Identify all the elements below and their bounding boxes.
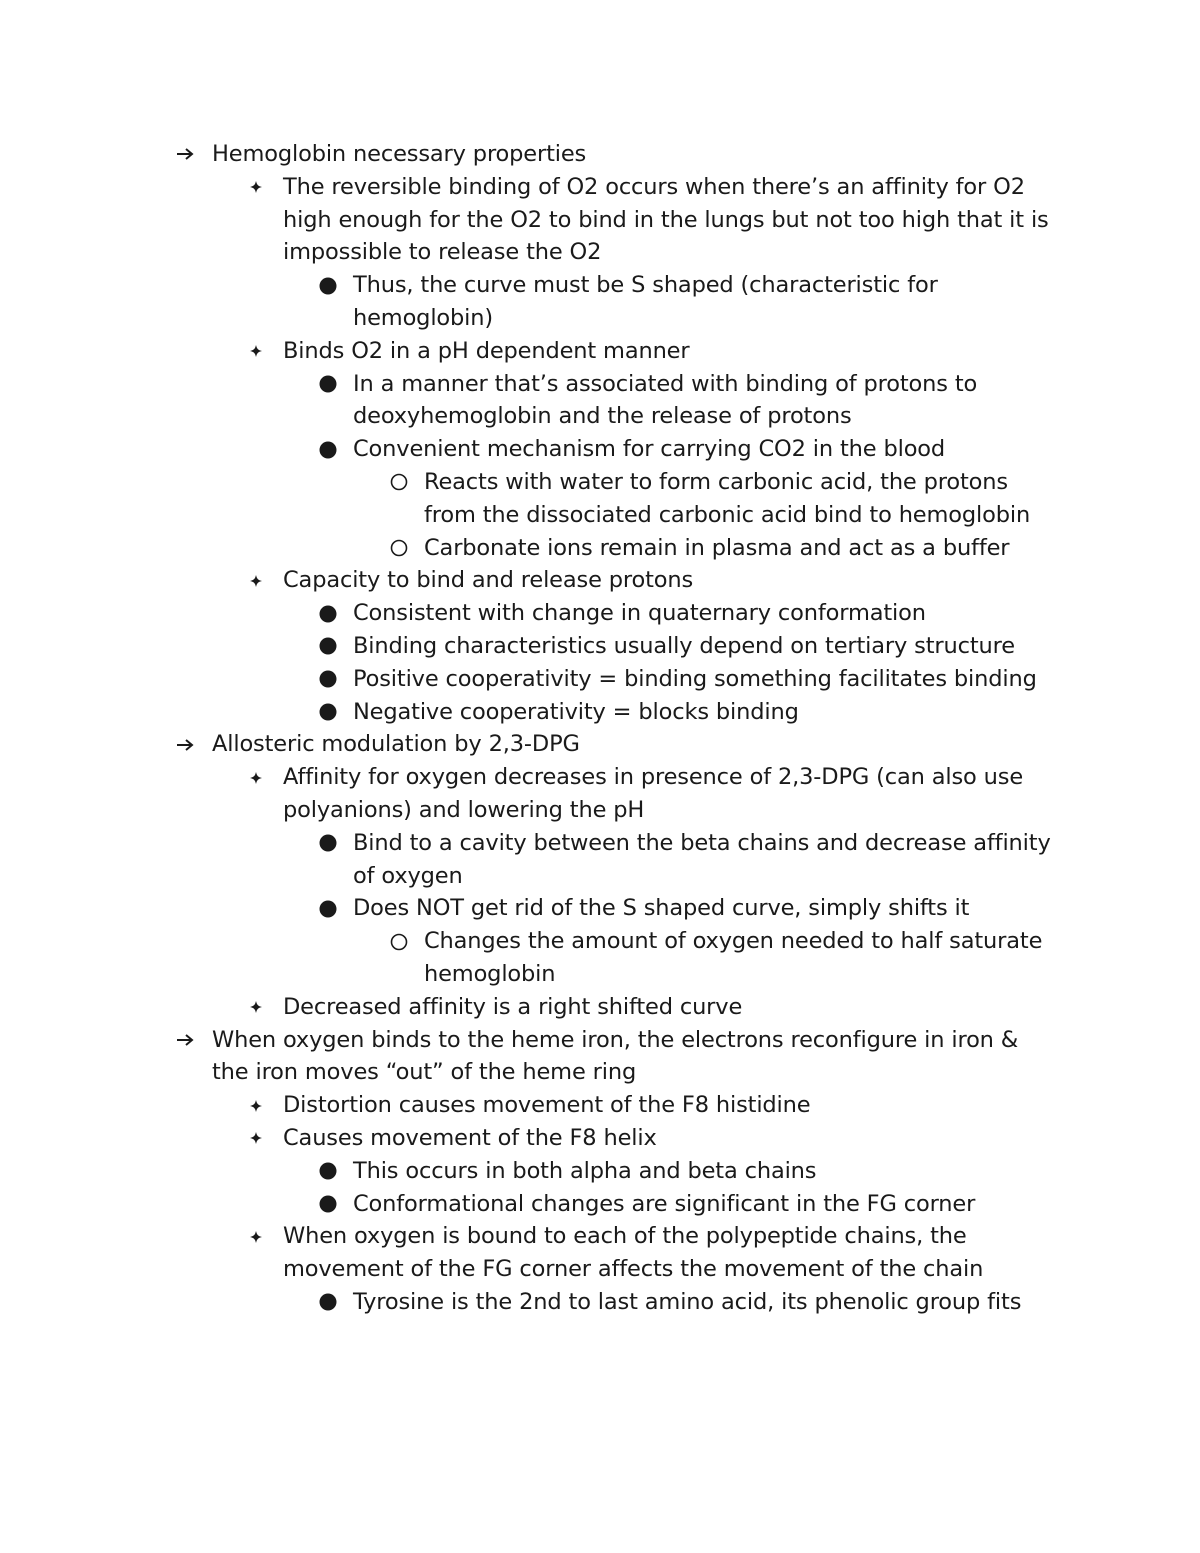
list-item-text: Convenient mechanism for carrying CO2 in the blood bbox=[353, 436, 946, 463]
diamond-icon bbox=[244, 1220, 268, 1253]
bullet-outline bbox=[0, 138, 1200, 1319]
arrow-icon bbox=[174, 1024, 198, 1057]
list-item bbox=[0, 368, 1058, 434]
arrow-icon bbox=[174, 138, 198, 171]
list-item bbox=[0, 532, 1059, 565]
dot-icon bbox=[316, 597, 340, 630]
dot-icon bbox=[316, 663, 340, 696]
list-item-text: Negative cooperativity = blocks binding bbox=[353, 698, 799, 725]
list-item-text: In a manner that’s associated with binding of protons to deoxyhemoglobin and the release of protons bbox=[353, 370, 978, 430]
list-item-text: Does NOT get rid of the S shaped curve, simply shifts it bbox=[353, 895, 970, 922]
diamond-icon bbox=[244, 564, 268, 597]
list-item bbox=[0, 663, 1058, 696]
dot-icon bbox=[316, 1286, 340, 1319]
list-item-text: Carbonate ions remain in plasma and act as a buffer bbox=[424, 534, 1010, 561]
list-item-text: Affinity for oxygen decreases in presence of 2,3-DPG (can also use polyanions) and lowering the pH bbox=[283, 764, 1024, 823]
list-item bbox=[0, 171, 1058, 269]
list-item-text: The reversible binding of O2 occurs when there’s an affinity for O2 high enough for the O2 to bind in the lungs but not too high that it is impossible to release the O2 bbox=[283, 173, 1049, 266]
list-item bbox=[0, 138, 1052, 171]
diamond-icon bbox=[244, 171, 268, 204]
list-item-text: Conformational changes are significant in the FG corner bbox=[353, 1190, 976, 1217]
list-item bbox=[0, 991, 1058, 1024]
list-item-text: Causes movement of the F8 helix bbox=[283, 1124, 657, 1151]
list-item-text: Hemoglobin necessary properties bbox=[212, 141, 587, 167]
list-item-text: Distortion causes movement of the F8 histidine bbox=[283, 1092, 811, 1119]
diamond-icon bbox=[244, 761, 268, 794]
list-item bbox=[0, 925, 1059, 991]
list-item bbox=[0, 761, 1058, 827]
list-item-text: Changes the amount of oxygen needed to half saturate hemoglobin bbox=[424, 928, 1043, 987]
list-item-text: Tyrosine is the 2nd to last amino acid, its phenolic group fits bbox=[353, 1288, 1022, 1315]
list-item-text: Reacts with water to form carbonic acid, the protons from the dissociated carbonic acid bind to hemoglobin bbox=[424, 468, 1031, 528]
list-item-text: Binding characteristics usually depend on tertiary structure bbox=[353, 632, 1015, 659]
list-item bbox=[0, 892, 1058, 925]
list-item bbox=[0, 1188, 1058, 1221]
list-item-text: Bind to a cavity between the beta chains and decrease affinity of oxygen bbox=[353, 829, 1051, 889]
diamond-icon bbox=[244, 1122, 268, 1155]
list-item-text: Positive cooperativity = binding something facilitates binding bbox=[353, 665, 1037, 692]
list-item-text: Capacity to bind and release protons bbox=[283, 567, 694, 594]
arrow-icon bbox=[174, 728, 198, 761]
dot-icon bbox=[316, 1155, 340, 1188]
list-item bbox=[0, 269, 1058, 335]
list-item bbox=[0, 1089, 1058, 1122]
list-item-text: Consistent with change in quaternary conformation bbox=[353, 600, 926, 627]
list-item-text: When oxygen binds to the heme iron, the electrons reconfigure in iron & the iron moves “out” of the heme ring bbox=[212, 1026, 1019, 1086]
list-item bbox=[0, 564, 1058, 597]
list-item bbox=[0, 335, 1058, 368]
circle-icon bbox=[387, 532, 411, 565]
dot-icon bbox=[316, 696, 340, 729]
list-item bbox=[0, 1155, 1058, 1188]
list-item-text: Allosteric modulation by 2,3-DPG bbox=[212, 731, 580, 758]
list-item bbox=[0, 433, 1058, 466]
dot-icon bbox=[316, 630, 340, 663]
circle-icon bbox=[387, 466, 411, 499]
list-item bbox=[0, 728, 1052, 761]
list-item bbox=[0, 696, 1058, 729]
diamond-icon bbox=[244, 1089, 268, 1122]
diamond-icon bbox=[244, 991, 268, 1024]
list-item bbox=[0, 1122, 1058, 1155]
list-item bbox=[0, 630, 1058, 663]
list-item bbox=[0, 1024, 1052, 1090]
list-item bbox=[0, 466, 1059, 532]
list-item bbox=[0, 1286, 1058, 1319]
dot-icon bbox=[316, 1188, 340, 1221]
list-item-text: Binds O2 in a pH dependent manner bbox=[283, 337, 690, 364]
dot-icon bbox=[316, 433, 340, 466]
list-item-text: When oxygen is bound to each of the polypeptide chains, the movement of the FG corner affects the movement of the chain bbox=[283, 1223, 984, 1283]
diamond-icon bbox=[244, 335, 268, 368]
circle-icon bbox=[387, 925, 411, 958]
list-item-text: Decreased affinity is a right shifted curve bbox=[283, 993, 743, 1020]
list-item bbox=[0, 597, 1058, 630]
dot-icon bbox=[316, 368, 340, 401]
list-item-text: Thus, the curve must be S shaped (characteristic for hemoglobin) bbox=[353, 272, 938, 331]
list-item bbox=[0, 1220, 1058, 1286]
notes-page bbox=[0, 138, 1200, 1319]
dot-icon bbox=[316, 827, 340, 860]
dot-icon bbox=[316, 269, 340, 302]
list-item bbox=[0, 827, 1058, 893]
list-item-text: This occurs in both alpha and beta chains bbox=[353, 1157, 817, 1184]
dot-icon bbox=[316, 892, 340, 925]
